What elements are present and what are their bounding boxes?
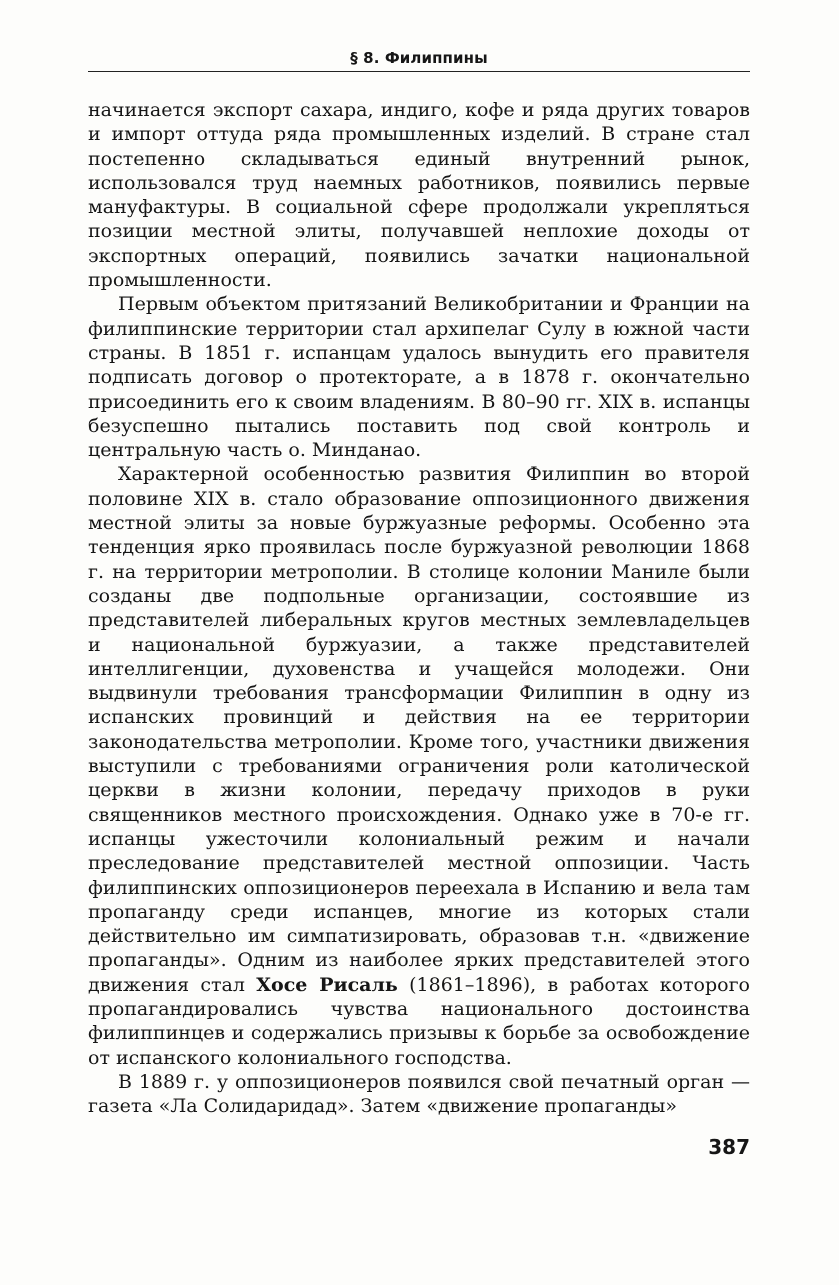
paragraph-2: Первым объектом притязаний Великобритании и Франции на филиппинские территории стал архипелаг Сулу в южной части страны. В 1851 г. испанцам удалось вынудить его правителя подписать договор о протекторате, а в 1878 г. окончательно присоединить его к своим владениям. В 80–90 гг. XIX в. испанцы безуспешно пытались поставить под свой контроль и центральную часть о. Минданао. [88,293,750,462]
paragraph-4: В 1889 г. у оппозиционеров появился свой печатный орган — газета «Ла Солидаридад». Затем «движение пропаганды» [88,1070,750,1118]
body-text [88,98,750,1118]
paragraph-1: начинается экспорт сахара, индиго, кофе и ряда других товаров и импорт оттуда ряда промышленных изделий. В стране стал постепенно складываться единый внутренний рынок, использовался труд наемных работников, появились первые мануфактуры. В социальной сфере продолжали укрепляться позиции местной элиты, получавшей неплохие доходы от экспортных операций, появились зачатки национальной промышленности. [88,99,750,292]
paragraph-3-text-start: Характерной особенностью развития Филиппин во второй половине XIX в. стало образование оппозиционного движения местной элиты за новые буржуазные реформы. Особенно эта тенденция ярко проявилась после буржуазной революции 1868 г. на территории метрополии. В столице колонии Маниле были созданы две подпольные организации, состоявшие из представителей либеральных кругов местных землевладельцев и национальной буржуазии, а также представителей интеллигенции, духовенства и учащейся молодежи. Они выдвинули требования трансформации Филиппин в одну из испанских провинций и действия на ее территории законодательства метрополии. Кроме того, участники движения выступили с требованиями ограничения роли католической церкви в жизни колонии, передачу приходов в руки священников местного происхождения. Однако уже в 70-е гг. испанцы ужесточили колониальный режим и начали преследование представителей местной оппозиции. Часть филиппинских оппозиционеров переехала в Испанию и вела там пропаганду среди испанцев, многие из которых стали действительно им симпатизировать, образовав т.н. «движение пропаганды». Одним из наиболее ярких представителей этого движения стал [88,463,750,996]
highlighted-name: Хосе Рисаль [256,973,398,996]
running-head: § 8. Филиппины [350,49,488,67]
header-rule [88,71,750,72]
page-number: 387 [708,1135,750,1159]
paragraph-3 [88,462,750,1069]
paragraph-3-text-end: (1861–1896), в работах которого пропагандировались чувства национального достоинства филиппинцев и содержались призывы к борьбе за освобождение от испанского колониального господства. [88,973,750,1069]
